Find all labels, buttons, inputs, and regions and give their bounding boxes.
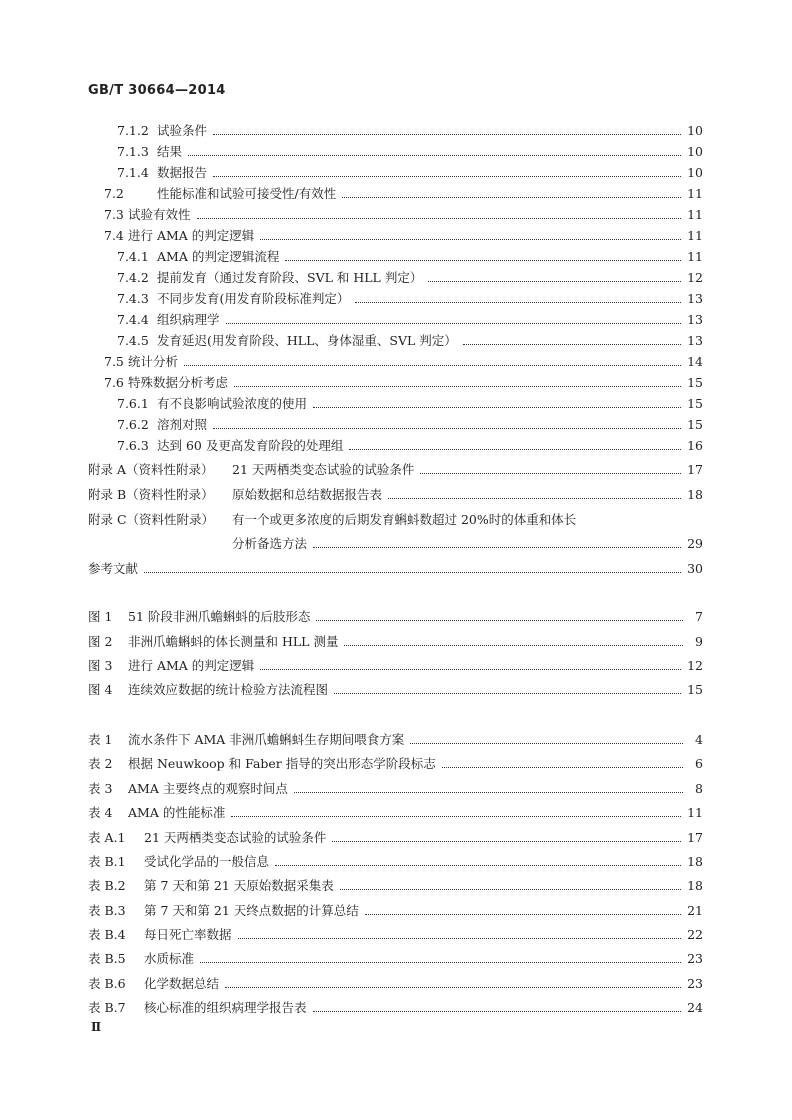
toc-entry-page: 23 [687,976,703,991]
toc-entry-title: 每日死亡率数据 [144,927,232,942]
dot-leader [365,914,681,915]
dot-leader [388,498,681,499]
toc-entry-number: 表 B.4 [88,927,126,942]
toc-entry[interactable] [88,632,703,650]
toc-entry-title: 进行 AMA 的判定逻辑 [128,228,255,243]
dot-leader [238,938,682,939]
toc-entry-page: 6 [695,756,703,771]
toc-entry[interactable] [88,828,703,846]
dot-leader [231,816,681,817]
toc-entry-page: 4 [695,732,703,747]
toc-entry-title: 数据报告 [157,165,208,180]
toc-entry-title: 受试化学品的一般信息 [144,854,270,869]
toc-entry-number: 表 4 [88,805,113,820]
toc-entry-page: 10 [687,144,703,159]
toc-entry-page: 12 [687,658,703,673]
toc-entry-title: 核心标准的组织病理学报告表 [144,1000,307,1015]
toc-entry-page: 16 [687,438,703,453]
toc-entry-page: 15 [687,396,703,411]
toc-entry-title: 分析备选方法 [232,536,308,551]
dot-leader [463,344,681,345]
toc-entry[interactable] [88,998,703,1016]
toc-entry[interactable] [117,247,703,265]
toc-entry-number: 7.6.3 [117,438,149,453]
toc-entry[interactable] [88,803,703,821]
toc-entry-number: 7.3 [104,207,124,222]
toc-entry-title: 51 阶段非洲爪蟾蝌蚪的后肢形态 [128,609,311,624]
toc-entry-page: 21 [687,903,703,918]
toc-entry-page: 18 [687,878,703,893]
toc-entry-title: 非洲爪蟾蝌蚪的体长测量和 HLL 测量 [128,634,339,649]
dot-leader [355,302,681,303]
toc-entry-number: 表 B.7 [88,1000,126,1015]
toc-entry-number: 7.5 [104,354,124,369]
toc-entry-number: 图 2 [88,634,113,649]
toc-entry-title: 流水条件下 AMA 非洲爪蟾蝌蚪生存期间喂食方案 [128,732,405,747]
toc-entry-title: 21 天两栖类变态试验的试验条件 [232,462,415,477]
toc-entry-number: 表 1 [88,732,113,747]
toc-entry-title: 性能标准和试验可接受性/有效性 [157,186,337,201]
toc-entry-number: 表 A.1 [88,830,126,845]
dot-leader [188,155,681,156]
toc-entry-title: 试验条件 [157,123,208,138]
toc-entry-page: 11 [687,805,703,820]
toc-entry-title: AMA 主要终点的观察时间点 [128,781,288,796]
toc-entry[interactable] [88,779,703,797]
toc-entry-title: 组织病理学 [157,312,220,327]
dot-leader [275,865,681,866]
dot-leader [313,1011,682,1012]
dot-leader [344,645,683,646]
dot-leader [442,767,683,768]
dot-leader [420,473,681,474]
toc-entry[interactable] [117,436,703,454]
toc-entry[interactable] [117,163,703,181]
toc-entry-title: 第 7 天和第 21 天原始数据采集表 [144,878,334,893]
toc-entry-number: 表 B.5 [88,951,126,966]
dot-leader [213,176,681,177]
dot-leader [285,260,681,261]
toc-entry-number: 7.4.1 [117,249,149,264]
toc-entry-page: 17 [687,462,703,477]
toc-entry-number: 附录 B（资料性附录） [88,487,214,502]
dot-leader [349,449,681,450]
toc-entry-number: 表 3 [88,781,113,796]
dot-leader [213,428,681,429]
toc-entry[interactable] [88,754,703,772]
toc-entry-page: 24 [687,1000,703,1015]
toc-entry-page: 14 [687,354,703,369]
toc-entry[interactable] [117,289,703,307]
toc-entry-title: 统计分析 [128,354,179,369]
toc-entry[interactable] [104,373,703,391]
toc-entry-title: 达到 60 及更高发育阶段的处理组 [157,438,344,453]
toc-entry[interactable] [117,268,703,286]
toc-entry-title: 参考文献 [88,561,139,576]
toc-entry[interactable] [88,901,703,919]
toc-entry-title: 进行 AMA 的判定逻辑 [128,658,255,673]
toc-entry[interactable] [88,974,703,992]
dot-leader [260,669,681,670]
toc-entry-page: 10 [687,123,703,138]
toc-entry-page: 12 [687,270,703,285]
toc-entry-number: 7.4.3 [117,291,149,306]
toc-entry-number: 表 B.1 [88,854,126,869]
dot-leader [226,323,682,324]
dot-leader [316,620,683,621]
toc-entry-number: 表 2 [88,756,113,771]
toc-entry-number: 图 4 [88,682,113,697]
dot-leader [332,841,681,842]
toc-entry[interactable] [117,142,703,160]
dot-leader [410,743,683,744]
toc-entry-number: 7.6.2 [117,417,149,432]
toc-entry-page: 7 [695,609,703,624]
toc-entry-page: 22 [687,927,703,942]
toc-entry-number: 图 3 [88,658,113,673]
toc-entry[interactable] [88,949,703,967]
toc-entry-page: 10 [687,165,703,180]
dot-leader [225,987,681,988]
toc-entry-page: 15 [687,682,703,697]
toc-entry-page: 13 [687,333,703,348]
toc-entry-number: 表 B.2 [88,878,126,893]
toc-entry-page: 8 [695,781,703,796]
toc-entry-title: 试验有效性 [128,207,191,222]
toc-entry-title: 化学数据总结 [144,976,220,991]
dot-leader [313,407,681,408]
toc-entry-title: 根据 Neuwkoop 和 Faber 指导的突出形态学阶段标志 [128,756,436,771]
toc-entry-number: 附录 C（资料性附录） [88,512,215,527]
toc-entry-title: 不同步发育(用发育阶段标准判定） [157,291,350,306]
dot-leader [213,134,681,135]
toc-entry-number: 7.4.4 [117,312,149,327]
dot-leader [260,239,681,240]
toc-entry[interactable] [88,876,703,894]
toc-entry-page: 29 [687,536,703,551]
toc-entry-number: 7.1.4 [117,165,149,180]
toc-entry-number: 图 1 [88,609,113,624]
toc-entry-number: 7.1.2 [117,123,149,138]
toc-entry-number: 表 B.3 [88,903,126,918]
toc-entry-number: 7.4.5 [117,333,149,348]
toc-entry-number: 表 B.6 [88,976,126,991]
toc-entry[interactable] [88,510,703,528]
toc-entry[interactable] [88,656,703,674]
toc-entry-page: 11 [687,228,703,243]
toc-entry-number: 7.2 [104,186,124,201]
toc-entry-title: AMA 的性能标准 [128,805,226,820]
toc-entry[interactable] [88,925,703,943]
dot-leader [200,962,681,963]
toc-entry[interactable] [232,534,703,552]
dot-leader [197,218,682,219]
toc-entry-title: 溶剂对照 [157,417,208,432]
toc-entry-page: 17 [687,830,703,845]
toc-entry[interactable] [104,352,703,370]
toc-entry[interactable] [104,226,703,244]
toc-entry[interactable] [88,460,703,478]
toc-entry[interactable] [117,331,703,349]
toc-entry-title: 21 天两栖类变态试验的试验条件 [144,830,327,845]
toc-entry-title: 结果 [157,144,183,159]
toc-entry-title: 有一个或更多浓度的后期发育蝌蚪数超过 20%时的体重和体长 [232,512,577,527]
document-code: GB/T 30664—2014 [88,83,226,98]
toc-entry-number: 7.1.3 [117,144,149,159]
toc-entry-title: 连续效应数据的统计检验方法流程图 [128,682,329,697]
dot-leader [428,281,681,282]
toc-entry-page: 18 [687,854,703,869]
toc-entry-number: 附录 A（资料性附录） [88,462,214,477]
toc-entry-page: 11 [687,186,703,201]
toc-entry[interactable] [88,680,703,698]
toc-entry-title: 水质标准 [144,951,195,966]
toc-entry-title: 提前发育（通过发育阶段、SVL 和 HLL 判定） [157,270,423,285]
toc-entry-title: 第 7 天和第 21 天终点数据的计算总结 [144,903,359,918]
toc-entry-page: 13 [687,291,703,306]
toc-entry-number: 7.6.1 [117,396,149,411]
toc-entry-number: 7.6 [104,375,124,390]
dot-leader [234,386,681,387]
dot-leader [342,197,681,198]
toc-entry-page: 15 [687,417,703,432]
toc-entry-page: 13 [687,312,703,327]
toc-entry[interactable] [117,310,703,328]
toc-entry[interactable] [117,415,703,433]
toc-entry-page: 11 [687,207,703,222]
toc-entry-title: 特殊数据分析考虑 [128,375,229,390]
dot-leader [184,365,681,366]
dot-leader [313,547,681,548]
toc-entry[interactable] [117,121,703,139]
toc-entry-number: 7.4 [104,228,124,243]
toc-entry[interactable] [104,205,703,223]
toc-entry[interactable] [88,559,703,577]
toc-entry-page: 23 [687,951,703,966]
toc-entry[interactable] [88,730,703,748]
toc-entry[interactable] [88,485,703,503]
toc-entry-page: 30 [687,561,703,576]
dot-leader [144,572,681,573]
toc-entry[interactable] [117,394,703,412]
dot-leader [334,693,681,694]
toc-entry-page: 18 [687,487,703,502]
toc-entry[interactable] [88,607,703,625]
toc-entry-title: 有不良影响试验浓度的使用 [157,396,308,411]
toc-entry[interactable] [104,184,703,202]
toc-entry-title: AMA 的判定逻辑流程 [157,249,280,264]
toc-entry-title: 原始数据和总结数据报告表 [232,487,383,502]
toc-entry-page: 15 [687,375,703,390]
toc-entry[interactable] [88,852,703,870]
toc-entry-page: 11 [687,249,703,264]
toc-entry-title: 发育延迟(用发育阶段、HLL、身体湿重、SVL 判定） [157,333,457,348]
toc-entry-number: 7.4.2 [117,270,149,285]
dot-leader [294,792,683,793]
page-number: Ⅱ [91,1020,102,1034]
dot-leader [340,889,681,890]
toc-entry-page: 9 [695,634,703,649]
